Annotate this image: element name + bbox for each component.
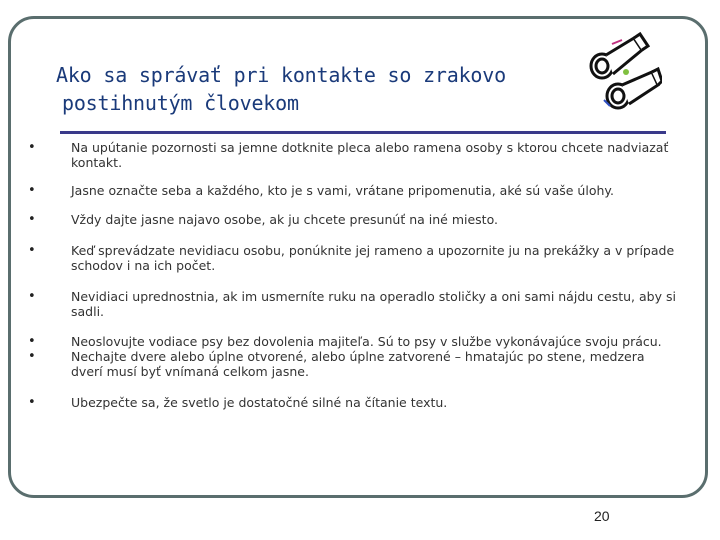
bullet-text: Jasne označte seba a každého, kto je s vami, vrátane pripomenutia, aké sú vaše úlohy. bbox=[71, 183, 614, 198]
bullet-text: Na upútanie pozornosti sa jemne dotknite pleca alebo ramena osoby s ktorou chcete nadviazať kontakt. bbox=[71, 140, 669, 170]
bullet-text: Vždy dajte jasne najavo osobe, ak ju chcete presunúť na iné miesto. bbox=[71, 212, 498, 227]
slide-title bbox=[56, 61, 586, 117]
bullet-dot: • bbox=[28, 243, 36, 258]
bullet-text: Neoslovujte vodiace psy bez dovolenia majiteľa. Sú to psy v službe vykonávajúce svoju prácu. bbox=[71, 334, 662, 349]
bullet-dot: • bbox=[28, 349, 36, 364]
title-underline bbox=[60, 131, 666, 134]
bullet-dot: • bbox=[28, 289, 36, 304]
list-item bbox=[28, 334, 678, 349]
bullet-dot: • bbox=[28, 395, 36, 410]
bullet-dot: • bbox=[28, 183, 36, 198]
title-line-1: Ako sa správať pri kontakte so zrakovo bbox=[56, 63, 506, 87]
page-number: 20 bbox=[594, 508, 610, 524]
list-item bbox=[28, 212, 678, 227]
bullet-text: Nevidiaci uprednostnia, ak im usmerníte ruku na operadlo stoličky a oni sami nájdu cestu, aby si sadli. bbox=[71, 289, 676, 319]
list-item bbox=[28, 395, 678, 410]
bullet-text: Nechajte dvere alebo úplne otvorené, alebo úplne zatvorené – hmatajúc po stene, medzera dverí musí byť vnímaná celkom jasne. bbox=[71, 349, 645, 379]
list-item bbox=[28, 243, 678, 273]
list-item bbox=[28, 140, 678, 170]
binoculars-icon bbox=[582, 30, 662, 110]
list-item bbox=[28, 183, 678, 198]
bullet-text: Keď sprevádzate nevidiacu osobu, ponúknite jej rameno a upozornite ju na prekážky a v prípade schodov i na ich počet. bbox=[71, 243, 675, 273]
bullet-text: Ubezpečte sa, že svetlo je dostatočné silné na čítanie textu. bbox=[71, 395, 448, 410]
list-item bbox=[28, 349, 678, 379]
list-item bbox=[28, 289, 678, 319]
bullet-dot: • bbox=[28, 334, 36, 349]
title-line-2: postihnutým človekom bbox=[62, 91, 299, 115]
bullet-dot: • bbox=[28, 212, 36, 227]
bullet-dot: • bbox=[28, 140, 36, 155]
